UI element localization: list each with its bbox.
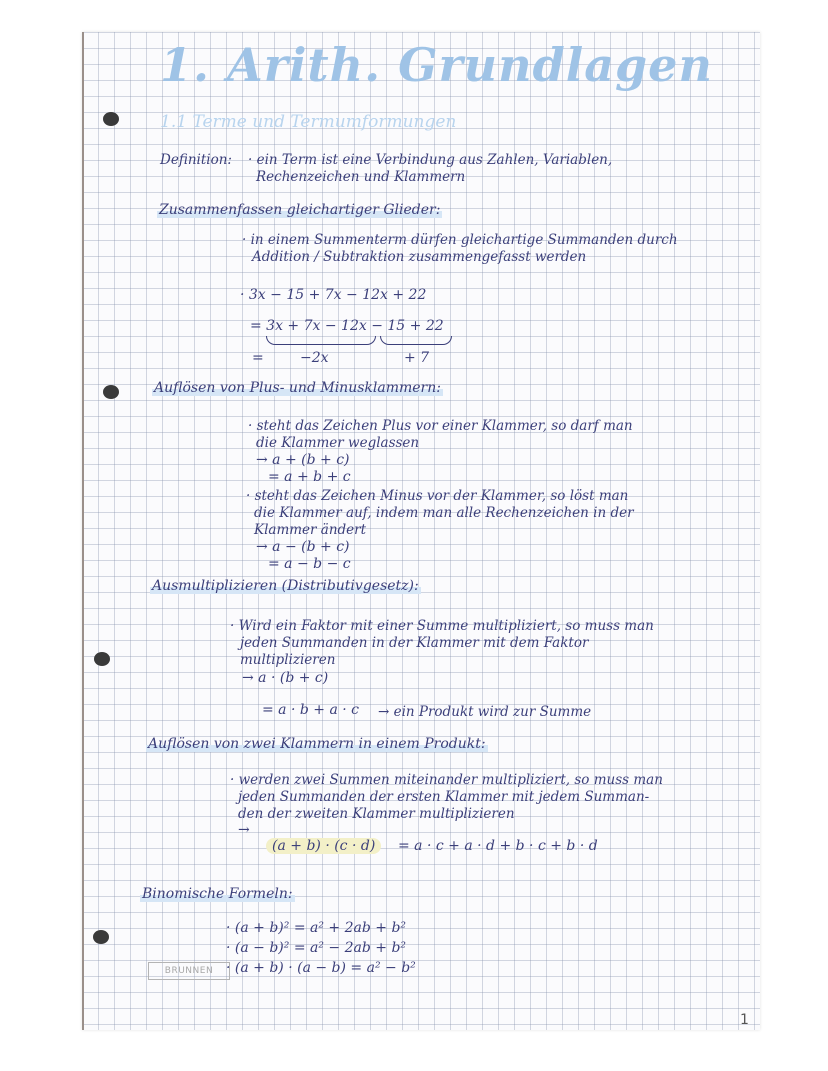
definition-line: · ein Term ist eine Verbindung aus Zahlen, Variablen, — [248, 152, 613, 168]
math-line: (a + b) · (c · d) — [266, 838, 381, 854]
text-line: jeden Summanden der ersten Klammer mit jedem Summan- — [238, 789, 650, 805]
definition-label: Definition: — [160, 152, 232, 168]
section-heading: Zusammenfassen gleichartiger Glieder: — [159, 202, 441, 218]
brand-logo: BRUNNEN — [148, 962, 230, 980]
section-subtitle: 1.1 Terme und Termumformungen — [160, 112, 457, 132]
math-line: = 3x + 7x − 12x − 15 + 22 — [250, 318, 444, 334]
section-heading: Binomische Formeln: — [142, 886, 293, 902]
paper-edge — [82, 32, 84, 1030]
formula-line: · (a − b)² = a² − 2ab + b² — [226, 940, 407, 956]
math-line: −2x — [300, 350, 329, 366]
note-text: → ein Produkt wird zur Summe — [378, 704, 592, 720]
math-line: = a + b + c — [268, 469, 351, 485]
math-line: · 3x − 15 + 7x − 12x + 22 — [240, 287, 427, 303]
math-line: = a − b − c — [268, 556, 351, 572]
punch-hole — [94, 652, 110, 666]
text-line: Addition / Subtraktion zusammengefasst werden — [252, 249, 587, 265]
formula-line: · (a + b) · (a − b) = a² − b² — [226, 960, 416, 976]
underbrace — [266, 336, 376, 345]
underbrace — [380, 336, 452, 345]
math-line: = a · c + a · d + b · c + b · d — [398, 838, 598, 854]
punch-hole — [93, 930, 109, 944]
math-line: + 7 — [404, 350, 430, 366]
text-line: den der zweiten Klammer multiplizieren — [238, 806, 515, 822]
section-heading: Auflösen von Plus- und Minusklammern: — [154, 380, 441, 396]
text-line: jeden Summanden in der Klammer mit dem Faktor — [240, 635, 589, 651]
text-line: · Wird ein Faktor mit einer Summe multipliziert, so muss man — [230, 618, 654, 634]
text-line: multiplizieren — [240, 652, 336, 668]
section-heading: Auflösen von zwei Klammern in einem Produkt: — [148, 736, 486, 752]
arrow-symbol: → — [238, 822, 250, 838]
math-line: = a · b + a · c — [262, 702, 360, 718]
text-line: · in einem Summenterm dürfen gleichartige Summanden durch — [242, 232, 678, 248]
page-title: 1. Arith. Grundlagen — [160, 38, 713, 92]
math-line: → a · (b + c) — [242, 670, 329, 686]
text-line: die Klammer auf, indem man alle Rechenzeichen in der — [254, 505, 634, 521]
text-line: · werden zwei Summen miteinander multipliziert, so muss man — [230, 772, 663, 788]
page-number: 1 — [740, 1012, 749, 1028]
punch-hole — [103, 112, 119, 126]
text-line: · steht das Zeichen Minus vor der Klammer, so löst man — [246, 488, 629, 504]
text-line: die Klammer weglassen — [256, 435, 420, 451]
text-line: · steht das Zeichen Plus vor einer Klammer, so darf man — [248, 418, 633, 434]
definition-line: Rechenzeichen und Klammern — [256, 169, 466, 185]
formula-line: · (a + b)² = a² + 2ab + b² — [226, 920, 407, 936]
math-line: = — [252, 350, 264, 366]
section-heading: Ausmultiplizieren (Distributivgesetz): — [152, 578, 419, 594]
text-line: Klammer ändert — [254, 522, 367, 538]
math-line: → a + (b + c) — [256, 452, 350, 468]
math-line: → a − (b + c) — [256, 539, 350, 555]
punch-hole — [103, 385, 119, 399]
